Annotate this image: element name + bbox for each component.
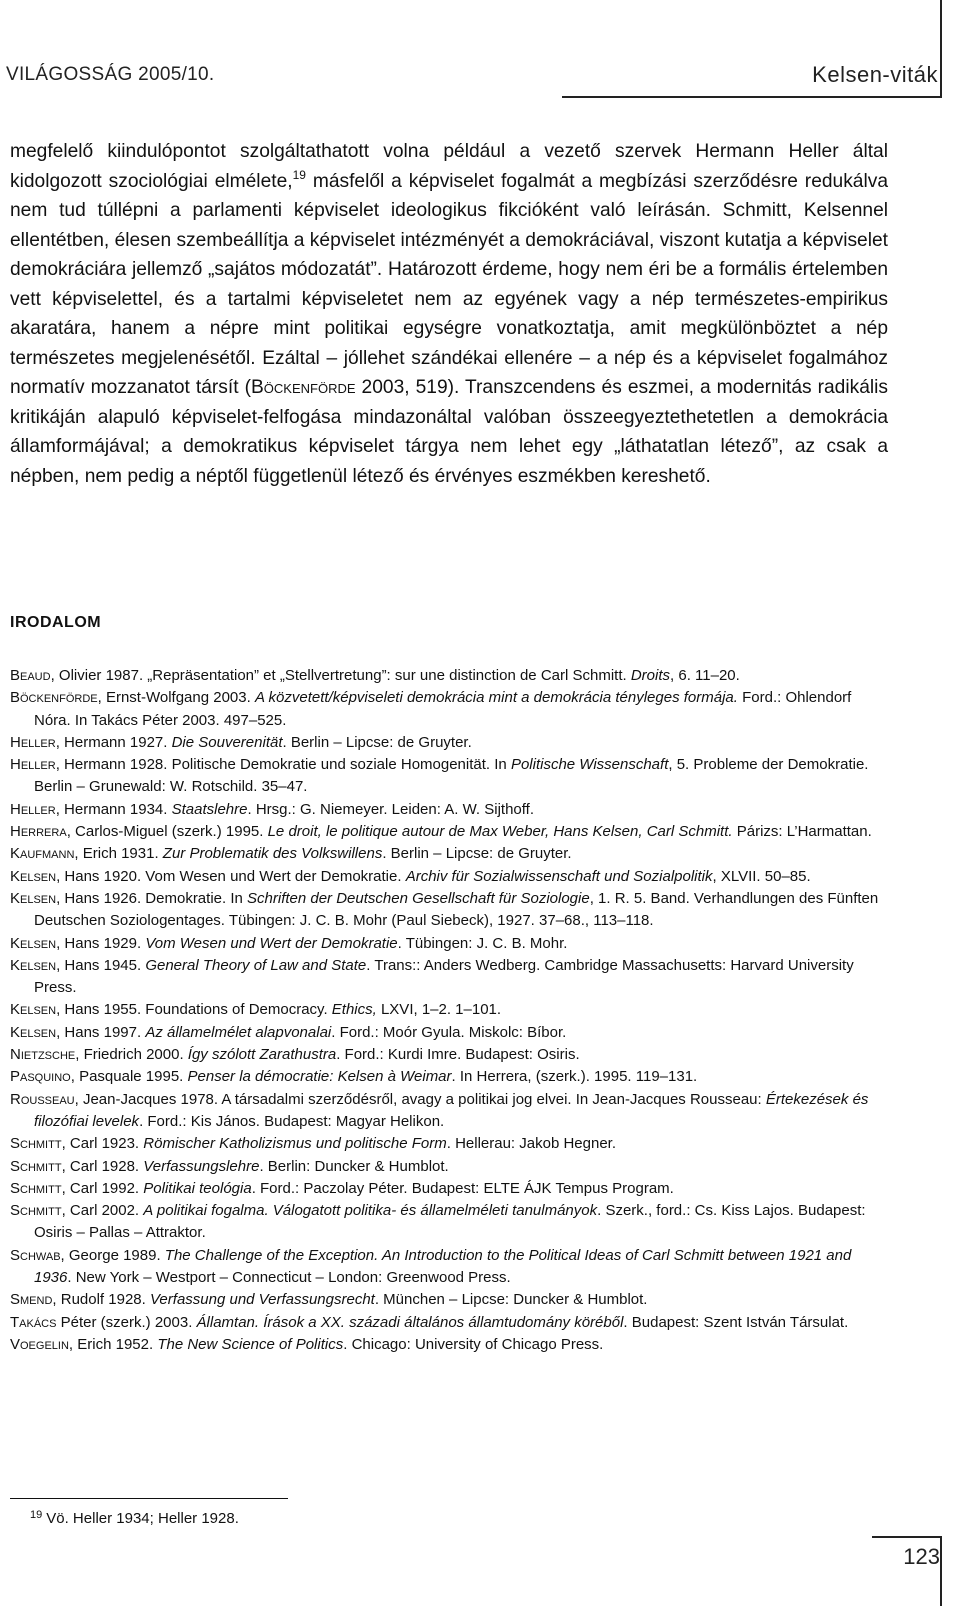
reference-title: Staatslehre bbox=[171, 800, 248, 818]
references-list bbox=[10, 665, 886, 1356]
reference-details: . Berlin: Duncker & Humblot. bbox=[259, 1157, 449, 1175]
reference-text: , Carl 1923. bbox=[61, 1135, 144, 1153]
reference-title: Értekezések és filozófiai levelek bbox=[34, 1090, 869, 1130]
reference-author: Kelsen bbox=[10, 889, 57, 907]
reference-item bbox=[10, 799, 886, 821]
reference-details: , 1. R. 5. Band. Verhandlungen des Fünften Deutschen Soziologentages. Tübingen: J. C. B. Mohr (Paul Siebeck), 1927. 37–68., 113–118. bbox=[34, 889, 879, 930]
reference-title: Az államelmélet alapvonalai bbox=[145, 1023, 332, 1041]
reference-text: , Hermann 1934. bbox=[55, 800, 172, 818]
reference-title: Die Souverenität bbox=[171, 733, 283, 751]
reference-item bbox=[10, 1178, 886, 1200]
reference-text: , Carl 1928. bbox=[61, 1157, 144, 1175]
reference-details: , 6. 11–20. bbox=[670, 667, 740, 684]
reference-author: Voegelin bbox=[10, 1335, 69, 1353]
reference-author: Schmitt bbox=[10, 1135, 62, 1153]
reference-item bbox=[10, 1156, 886, 1178]
reference-item bbox=[10, 1312, 886, 1334]
reference-item bbox=[10, 1066, 886, 1088]
reference-item bbox=[10, 1133, 886, 1155]
reference-title: Ethics, bbox=[331, 1001, 377, 1019]
reference-text: , Erich 1952. bbox=[68, 1335, 158, 1353]
reference-details: . In Herrera, (szerk.). 1995. 119–131. bbox=[451, 1068, 698, 1086]
reference-text: , Hans 1920. Vom Wesen und Wert der Demokratie. bbox=[56, 867, 406, 885]
reference-text: , Rudolf 1928. bbox=[52, 1291, 150, 1309]
reference-author: Heller bbox=[10, 800, 56, 818]
reference-item bbox=[10, 1022, 886, 1044]
reference-author: Kelsen bbox=[10, 1001, 57, 1019]
reference-title: Politische Wissenschaft bbox=[510, 756, 669, 774]
reference-item bbox=[10, 888, 886, 933]
reference-details: . Chicago: University of Chicago Press. bbox=[343, 1335, 604, 1353]
reference-details: . Berlin – Lipcse: de Gruyter. bbox=[282, 733, 472, 751]
reference-title: Droits bbox=[630, 667, 671, 684]
reference-text: , Hans 1945. bbox=[56, 956, 146, 974]
references-heading: IRODALOM bbox=[10, 614, 102, 631]
reference-title: Politikai teológia bbox=[143, 1179, 252, 1197]
page-number-rule-vertical bbox=[940, 1536, 942, 1606]
reference-author: Kelsen bbox=[10, 867, 57, 885]
footnote-number: 19 bbox=[30, 1509, 43, 1521]
body-paragraph bbox=[10, 137, 888, 491]
reference-details: . Ford.: Kis János. Budapest: Magyar Helikon. bbox=[139, 1112, 445, 1130]
reference-details: . Berlin – Lipcse: de Gruyter. bbox=[382, 845, 572, 863]
reference-author: Nietzsche bbox=[10, 1046, 76, 1064]
reference-title: Römischer Katholizismus und politische Form bbox=[143, 1135, 447, 1153]
page-number: 123 bbox=[903, 1544, 940, 1569]
reference-item bbox=[10, 1334, 886, 1356]
reference-author: Pasquino bbox=[10, 1068, 71, 1086]
reference-text: Péter (szerk.) 2003. bbox=[56, 1313, 197, 1331]
reference-item bbox=[10, 1089, 886, 1134]
reference-details: . Szerk., ford.: Cs. Kiss Lajos. Budapest: Osiris – Pallas – Attraktor. bbox=[34, 1202, 866, 1242]
header-rule-horizontal bbox=[562, 96, 942, 98]
reference-item bbox=[10, 1289, 886, 1311]
reference-details: . Hellerau: Jakob Hegner. bbox=[446, 1135, 616, 1153]
reference-details: . Ford.: Paczolay Péter. Budapest: ELTE ÁJK Tempus Program. bbox=[251, 1179, 674, 1197]
reference-author: Kelsen bbox=[10, 934, 57, 952]
reference-text: , Carl 2002. bbox=[61, 1202, 144, 1220]
reference-details: . Trans:: Anders Wedberg. Cambridge Massachusetts: Harvard University Press. bbox=[34, 956, 854, 997]
reference-author: Heller bbox=[10, 733, 56, 751]
reference-details: LXVI, 1–2. 1–101. bbox=[376, 1001, 502, 1019]
reference-author: Schmitt bbox=[10, 1202, 62, 1220]
reference-details: Ford.: Ohlendorf Nóra. In Takács Péter 2003. 497–525. bbox=[34, 689, 852, 729]
reference-title: A politikai fogalma. Válogatott politika- és államelméleti tanulmányok bbox=[143, 1202, 598, 1220]
reference-text: , Hans 1926. Demokratie. In bbox=[56, 889, 248, 907]
reference-details: . München – Lipcse: Duncker & Humblot. bbox=[374, 1291, 648, 1309]
reference-text: , Olivier 1987. „Repräsentation” et „Stellvertretung”: sur une distinction de Carl Schmitt. bbox=[50, 667, 631, 684]
reference-text: , Hans 1955. Foundations of Democracy. bbox=[56, 1001, 332, 1019]
reference-text: , Hans 1997. bbox=[56, 1023, 146, 1041]
reference-author: Heller bbox=[10, 756, 56, 774]
reference-title: Archiv für Sozialwissenschaft und Sozialpolitik bbox=[405, 867, 713, 885]
reference-author: Smend bbox=[10, 1291, 53, 1309]
reference-item bbox=[10, 1200, 886, 1245]
reference-author: Kelsen bbox=[10, 1023, 57, 1041]
body-text-3: 2003, 519). Transzcendens és eszmei, a modernitás radikális kritikáján alapuló képviselet-felfogása mindazonáltal valóban összeegyeztethetetlen a demokrácia államformájával; a demokratikus képviselet tárgya nem lehet egy „láthatatlan létező”, az csak a népben, nem pedig a néptől függetlenül létező és érvényes eszmékben kereshető. bbox=[10, 377, 888, 487]
reference-text: , Ernst-Wolfgang 2003. bbox=[97, 689, 255, 707]
footnote-text: Vö. Heller 1934; Heller 1928. bbox=[46, 1510, 239, 1527]
reference-author: Herrera bbox=[10, 823, 67, 841]
reference-author: Takács bbox=[10, 1313, 57, 1331]
body-text-1: megfelelő kiindulópontot szolgáltathatott volna például a vezető szervek Hermann Heller által kidolgozott szociológiai elmélete, bbox=[10, 141, 888, 192]
footnote-ref: 19 bbox=[292, 167, 306, 182]
reference-item bbox=[10, 732, 886, 754]
reference-text: , Pasquale 1995. bbox=[70, 1068, 188, 1086]
footnote bbox=[30, 1510, 239, 1527]
reference-title: A közvetett/képviseleti demokrácia mint a demokrácia tényleges formája. bbox=[254, 689, 738, 707]
reference-text: , Carlos-Miguel (szerk.) 1995. bbox=[66, 823, 268, 841]
reference-details: . Hrsg.: G. Niemeyer. Leiden: A. W. Sijthoff. bbox=[247, 800, 534, 818]
reference-title: Zur Problematik des Volkswillens bbox=[162, 845, 383, 863]
reference-text: , Carl 1992. bbox=[61, 1179, 144, 1197]
reference-item bbox=[10, 1245, 886, 1290]
reference-details: , 5. Probleme der Demokratie. Berlin – Grunewald: W. Rotschild. 35–47. bbox=[34, 756, 869, 796]
journal-issue: VILÁGOSSÁG 2005/10. bbox=[6, 64, 215, 85]
reference-text: , Erich 1931. bbox=[74, 845, 163, 863]
reference-item bbox=[10, 866, 886, 888]
reference-title: Így szólott Zarathustra bbox=[187, 1046, 337, 1064]
reference-details: . Tübingen: J. C. B. Mohr. bbox=[397, 934, 568, 952]
cited-author: Böckenförde bbox=[250, 377, 356, 398]
header-rule-vertical bbox=[940, 0, 942, 98]
section-title-header: Kelsen-viták bbox=[812, 62, 938, 87]
reference-title: Le droit, le politique autour de Max Weber, Hans Kelsen, Carl Schmitt. bbox=[267, 823, 733, 841]
reference-title: Vom Wesen und Wert der Demokratie bbox=[145, 934, 398, 952]
reference-title: The Challenge of the Exception. An Introduction to the Political Ideas of Carl Schmitt between 1921 and 1936 bbox=[34, 1246, 852, 1287]
reference-title: Penser la démocratie: Kelsen à Weimar bbox=[187, 1068, 452, 1086]
reference-title: The New Science of Politics bbox=[157, 1335, 344, 1353]
reference-details: Párizs: L’Harmattan. bbox=[732, 823, 872, 841]
reference-item bbox=[10, 821, 886, 843]
reference-author: Schmitt bbox=[10, 1179, 62, 1197]
reference-title: Schriften der Deutschen Gesellschaft für Soziologie bbox=[247, 889, 590, 907]
reference-text: , Jean-Jacques 1978. A társadalmi szerződésről, avagy a politikai jog elvei. In Jean-Jacques Rousseau: bbox=[74, 1090, 766, 1108]
reference-item bbox=[10, 687, 886, 732]
reference-item bbox=[10, 754, 886, 799]
reference-text: , Hermann 1927. bbox=[55, 733, 172, 751]
reference-text: , Hermann 1928. Politische Demokratie und soziale Homogenität. In bbox=[55, 756, 511, 774]
reference-item bbox=[10, 999, 886, 1021]
footnote-rule bbox=[10, 1498, 288, 1499]
page-number-rule-horizontal bbox=[872, 1536, 942, 1538]
reference-title: General Theory of Law and State bbox=[145, 956, 367, 974]
reference-title: Verfassungslehre bbox=[143, 1157, 260, 1175]
reference-item bbox=[10, 665, 886, 687]
reference-details: . Budapest: Szent István Társulat. bbox=[623, 1313, 849, 1331]
reference-title: Államtan. Írások a XX. századi általános államtudomány köréből bbox=[196, 1313, 624, 1331]
reference-item bbox=[10, 933, 886, 955]
reference-item bbox=[10, 843, 886, 865]
reference-text: , Hans 1929. bbox=[56, 934, 146, 952]
reference-item bbox=[10, 1044, 886, 1066]
reference-author: Kaufmann bbox=[10, 845, 75, 863]
reference-details: , XLVII. 50–85. bbox=[712, 867, 811, 885]
reference-details: . Ford.: Kurdi Imre. Budapest: Osiris. bbox=[336, 1046, 580, 1064]
reference-details: . New York – Westport – Connecticut – London: Greenwood Press. bbox=[67, 1269, 511, 1287]
running-header bbox=[0, 58, 960, 98]
reference-title: Verfassung und Verfassungsrecht bbox=[149, 1291, 375, 1309]
reference-author: Rousseau bbox=[10, 1090, 75, 1108]
reference-author: Schmitt bbox=[10, 1157, 62, 1175]
reference-details: . Ford.: Moór Gyula. Miskolc: Bíbor. bbox=[331, 1023, 567, 1041]
reference-author: Böckenförde bbox=[10, 689, 98, 707]
reference-author: Schwab bbox=[10, 1246, 61, 1264]
reference-text: , George 1989. bbox=[60, 1246, 165, 1264]
reference-text: , Friedrich 2000. bbox=[75, 1046, 188, 1064]
reference-item bbox=[10, 955, 886, 1000]
body-text-2: másfelől a képviselet fogalmát a megbízási szerződésre redukálva nem tud túllépni a parlamenti képviselet ideologikus fikcióként való leírásán. Schmitt, Kelsennel ellentétben, élesen szembeállítja a képviselet intézményét a demokráciával, viszont kutatja a képviselet demokráciára jellemző „sajátos módozatát”. Határozott érdeme, hogy nem éri be a formális értelemben vett képviselettel, és a tartalmi képviseletet nem az egyének vagy a nép természetes-empirikus akaratára, hanem a népre mint politikai egységre vonatkoztatja, amit megkülönböztet a nép természetes megjelenésétől. Ezáltal – jóllehet szándékai ellenére – a nép és a képviselet fogalmához normatív mozzanatot társít ( bbox=[10, 170, 888, 398]
reference-author: Kelsen bbox=[10, 956, 57, 974]
reference-author: Beaud bbox=[10, 667, 51, 684]
